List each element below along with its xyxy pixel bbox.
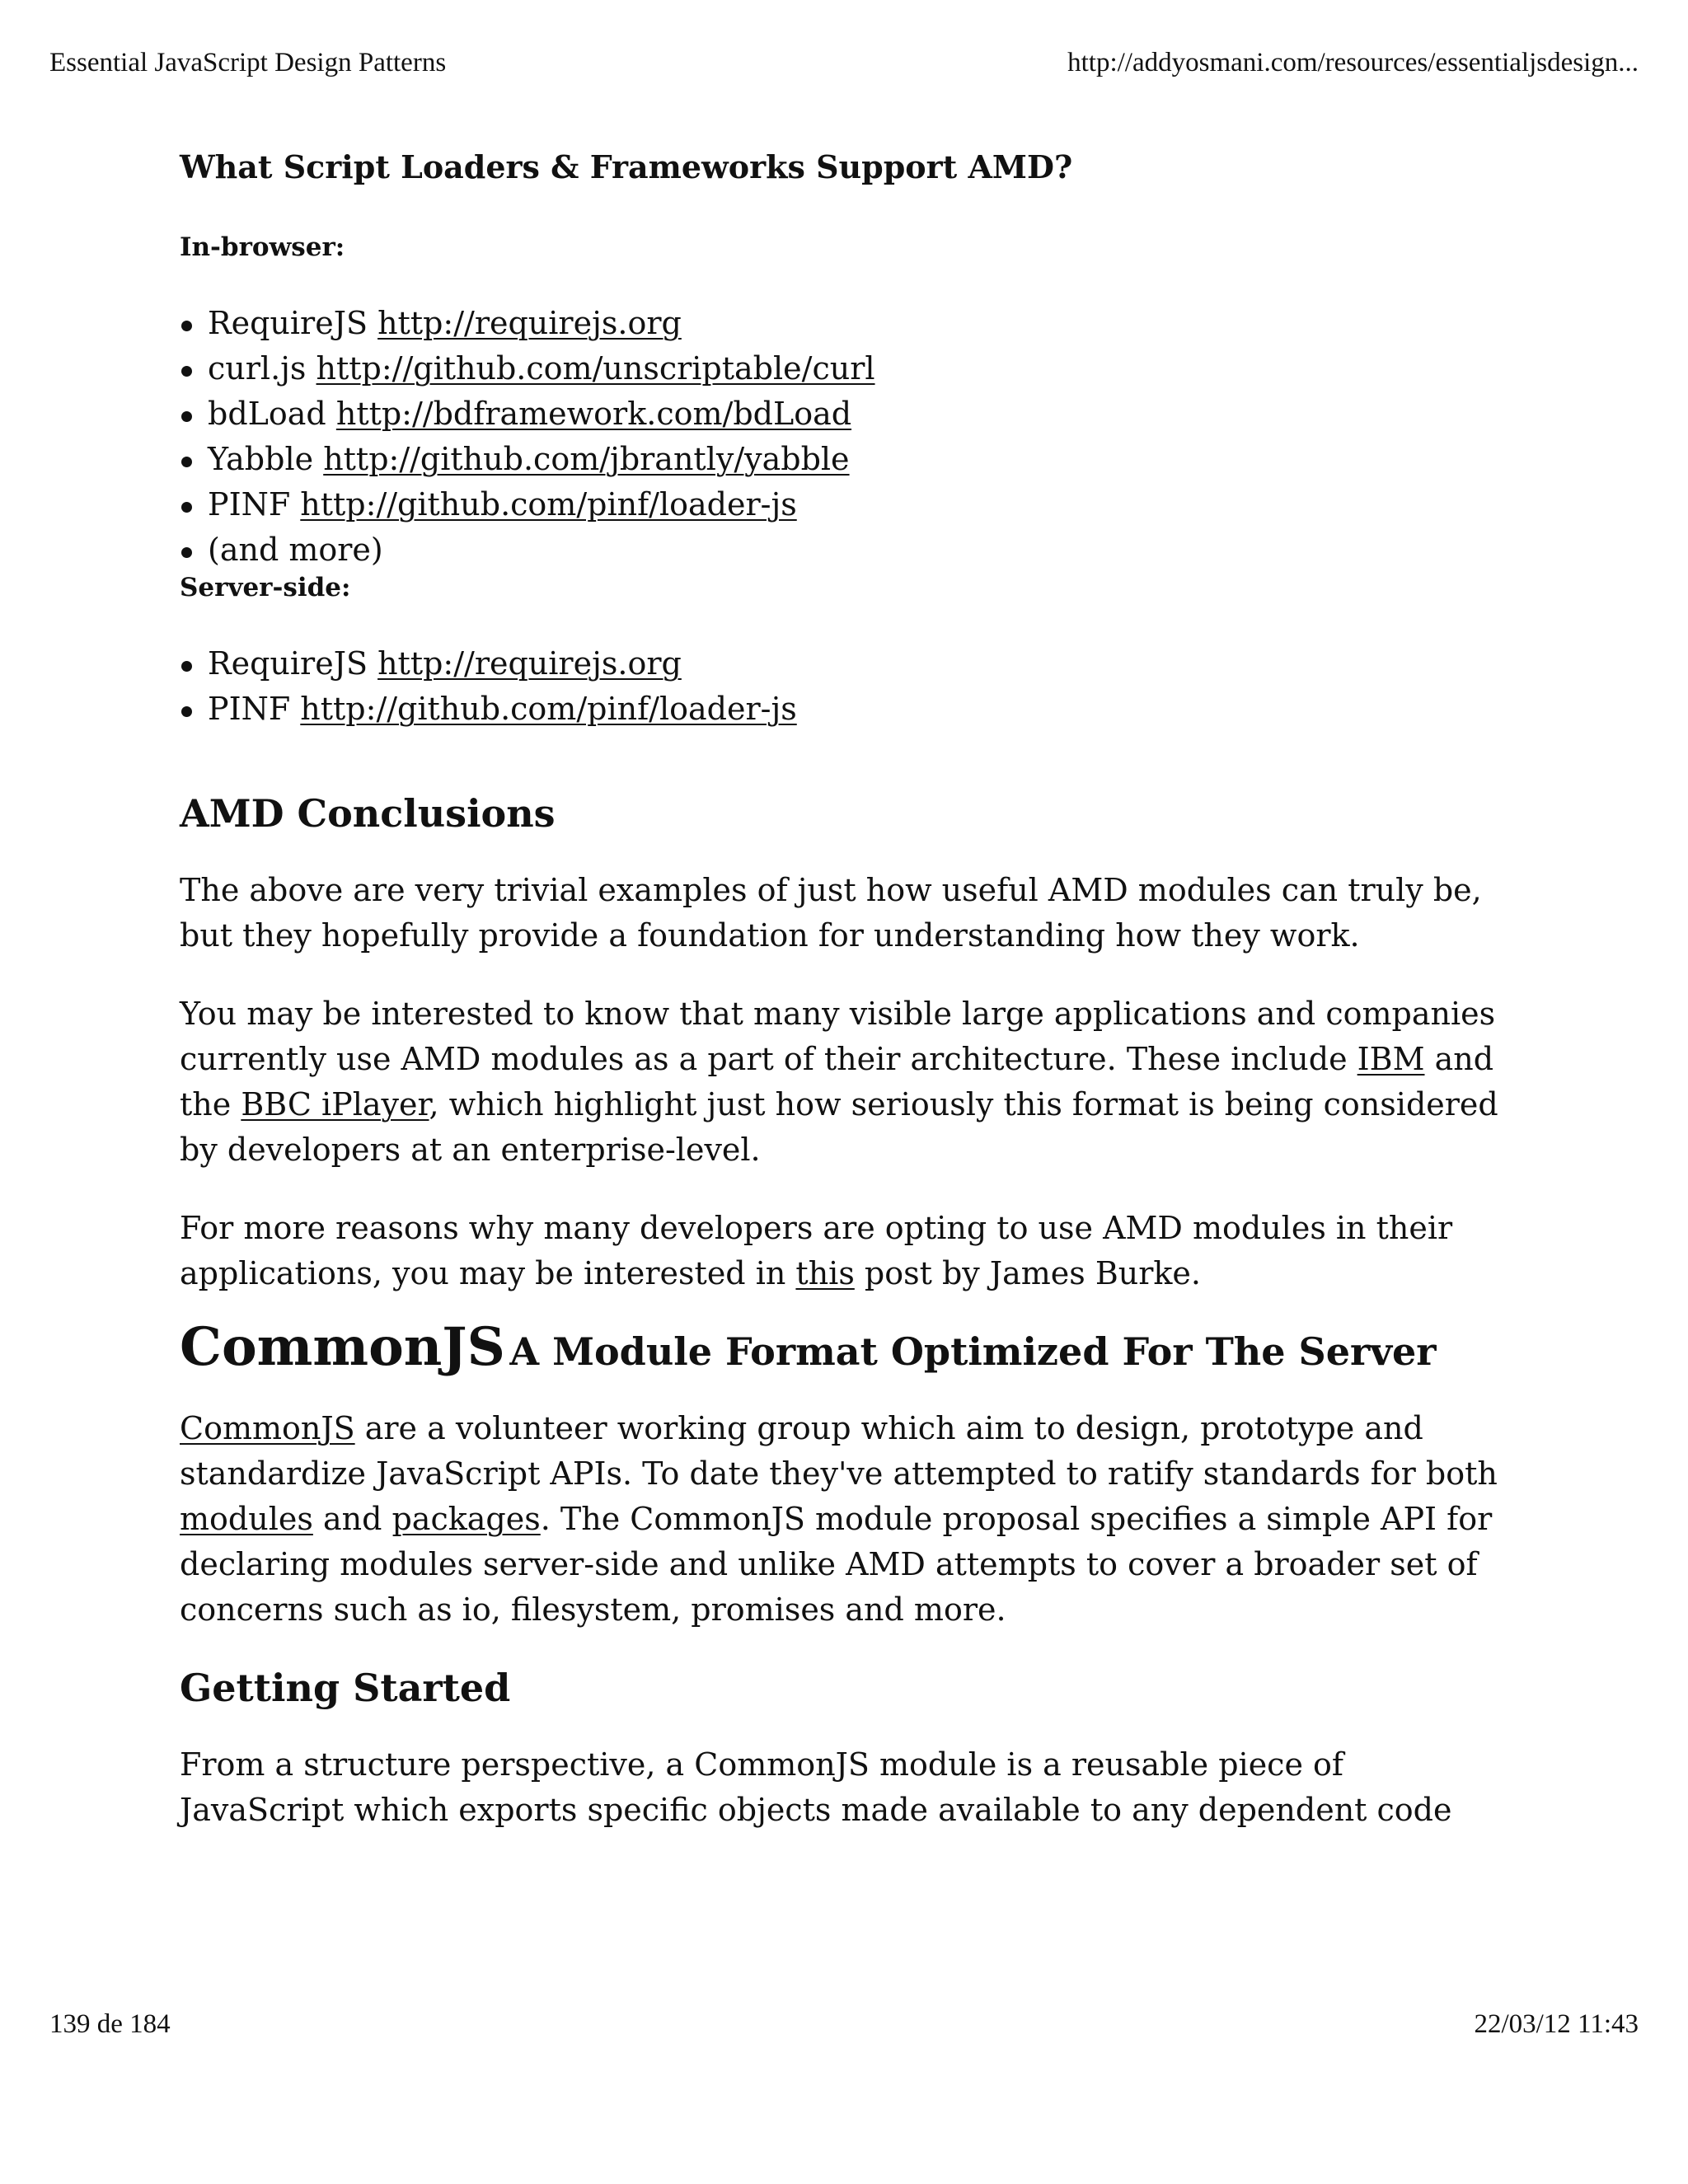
conclusions-paragraph-2: You may be interested to know that many visible large applications and companies currently use AMD modules as a part of their architecture. These include IBM and the BBC iPlayer, which highlight just how seriously this format is being considered by developers at an enterprise-level. [180, 996, 1498, 1169]
list-item: bdLoad http://bdframework.com/bdLoad [180, 391, 1515, 437]
source-url: http://addyosmani.com/resources/essentialjsdesign... [1067, 48, 1639, 77]
bdload-link[interactable]: http://bdframework.com/bdLoad [335, 395, 852, 432]
modules-link[interactable]: modules [180, 1500, 313, 1537]
list-item: curl.js http://github.com/unscriptable/curl [180, 346, 1515, 391]
document-title: Essential JavaScript Design Patterns [49, 48, 447, 77]
server-side-label: Server-side: [180, 572, 351, 602]
packages-link[interactable]: packages [392, 1500, 541, 1537]
in-browser-label: In-browser: [180, 232, 345, 262]
list-item: RequireJS http://requirejs.org [180, 301, 1515, 346]
list-item: Yabble http://github.com/jbrantly/yabble [180, 437, 1515, 482]
requirejs-link[interactable]: http://requirejs.org [377, 304, 682, 341]
commonjs-heading [180, 1316, 1515, 1380]
this-post-link[interactable]: this [795, 1255, 855, 1292]
yabble-link[interactable]: http://github.com/jbrantly/yabble [323, 440, 850, 477]
pinf-server-link[interactable]: http://github.com/pinf/loader-js [300, 690, 797, 727]
commonjs-title: CommonJS [180, 1316, 505, 1379]
bbc-iplayer-link[interactable]: BBC iPlayer [241, 1086, 429, 1123]
ibm-link[interactable]: IBM [1357, 1041, 1425, 1078]
commonjs-paragraph: CommonJS are a volunteer working group which aim to design, prototype and standardize JavaScript APIs. To date they've attempted to ratify standards for both modules and packages. The CommonJS module proposal specifies a simple API for declaring modules server-side and unlike AMD attempts to cover a broader set of concerns such as io, filesystem, promises and more. [180, 1409, 1498, 1628]
pinf-link[interactable]: http://github.com/pinf/loader-js [300, 485, 797, 523]
commonjs-link[interactable]: CommonJS [180, 1409, 355, 1446]
list-item: (and more) [180, 527, 1515, 573]
page-number: 139 de 184 [49, 2009, 171, 2039]
print-timestamp: 22/03/12 11:43 [1474, 2009, 1639, 2039]
support-heading: What Script Loaders & Frameworks Support AMD? [180, 148, 1073, 185]
list-item: PINF http://github.com/pinf/loader-js [180, 687, 1515, 732]
getting-started-paragraph: From a structure perspective, a CommonJS module is a reusable piece of JavaScript which exports specific objects made available to any dependent code [180, 1746, 1452, 1829]
amd-conclusions-heading: AMD Conclusions [180, 790, 556, 836]
list-item: RequireJS http://requirejs.org [180, 641, 1515, 687]
print-footer [49, 2009, 1639, 2040]
page-content [180, 148, 1515, 1833]
list-item: PINF http://github.com/pinf/loader-js [180, 482, 1515, 527]
in-browser-list [180, 301, 1515, 573]
server-side-list [180, 641, 1515, 732]
print-header [49, 48, 1639, 78]
getting-started-heading: Getting Started [180, 1665, 511, 1710]
conclusions-paragraph-1: The above are very trivial examples of just how useful AMD modules can truly be, but they hopefully provide a foundation for understanding how they work. [180, 872, 1482, 954]
curljs-link[interactable]: http://github.com/unscriptable/curl [316, 349, 875, 387]
conclusions-paragraph-3: For more reasons why many developers are opting to use AMD modules in their applications, you may be interested in this post by James Burke. [180, 1210, 1453, 1292]
requirejs-server-link[interactable]: http://requirejs.org [377, 644, 682, 682]
commonjs-subtitle: A Module Format Optimized For The Server [509, 1329, 1437, 1375]
